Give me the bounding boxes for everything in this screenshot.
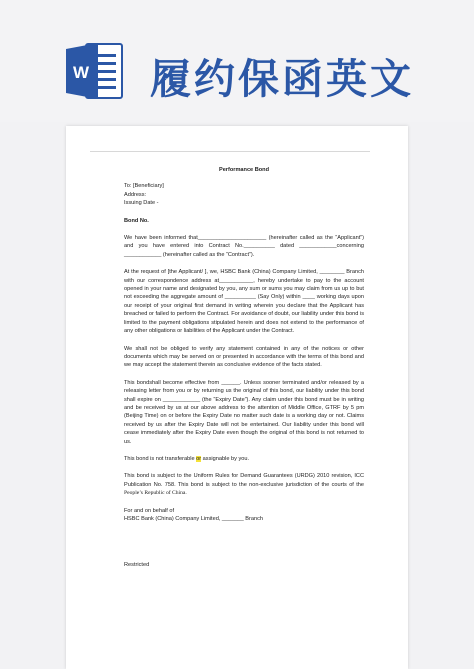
header-banner xyxy=(0,0,474,122)
footer-classification: Restricted xyxy=(124,562,150,569)
address-line: Address: xyxy=(124,191,147,198)
highlighted-word: or xyxy=(196,455,202,462)
svg-text:W: W xyxy=(72,63,90,82)
bond-number: Bond No. xyxy=(124,217,149,224)
issuing-date-line: Issuing Date - xyxy=(124,200,159,207)
paragraph-verification: We shall not be obliged to verify any statement contained in any of the notices or other documents which may be served on or presented in accordance with the terms of this bond and we may accept the statement therein as conclusive evidence of the facts stated. xyxy=(124,345,364,369)
document-body xyxy=(124,166,364,579)
recipient-line: To: [Beneficiary] xyxy=(124,183,164,190)
signature-line-2: HSBC Bank (China) Company Limited, _______ Branch xyxy=(124,516,263,522)
paragraph-contract: We have been informed that______________________ (hereinafter called as the “Applicant”) and you have entered into Contract No.__________ dated ____________concerning ____________ (hereinafter called as the “Contract”). xyxy=(124,235,364,258)
transfer-text-end: assignable by you. xyxy=(201,455,250,462)
signature-line-1: For and on behalf of xyxy=(124,507,175,514)
rules-text-tail: People’s Republic of China. xyxy=(124,490,187,497)
header-divider xyxy=(90,151,370,152)
document-title: Performance Bond xyxy=(218,167,270,173)
paragraph-transferability xyxy=(124,455,364,463)
rules-text: This bond is subject to the Uniform Rules for Demand Guarantees (URDG) 2010 revision, ICC Publication No. 758. This bond is subject to the non-exclusive jurisdiction of the courts of the xyxy=(124,473,364,488)
paragraph-undertaking: At the request of [the Applicant/ ], we, HSBC Bank (China) Company Limited, ________ Branch with our correspondence address at___________, hereby undertake to pay to the account opened in your name and designated by you, any sum or sums you may claim from us up to but not exceeding the aggregate amount of __________ (Say Only) within ____ working days upon our receipt of your original first demand in writing wherein you declare that the Applicant has breached or failed to perform the Contract. For avoidance of doubt, our liability under this bond is limited to the payment obligations stipulated herein and does not extend to the performance of any other obligations or liabilities of the Applicant under the Contract. xyxy=(124,269,364,335)
page-title: 履约保函英文 xyxy=(150,55,414,103)
microsoft-word-icon xyxy=(64,40,126,102)
transfer-text-start: This bond is not transferable xyxy=(124,455,197,462)
paragraph-validity: This bondshall become effective from ______. Unless sooner terminated and/or released by a releasing letter from you or by returning us the original of this bond, our liability under this bond shall expire on ____________ (the “Expiry Date”). Any claim under this bond must be in writing and be received by us at our above address to the attention of Middle Office, GTRF by 5 pm (Beijing Time) on or before the Expiry Date no matter such date is a working day or not. Claims received by us after the Expiry Date will not be entertained. Our liability under this bond will cease immediately after the Expiry Date even though the original of this bond is not returned to us. xyxy=(124,379,364,445)
paragraph-governing-rules xyxy=(124,472,364,497)
